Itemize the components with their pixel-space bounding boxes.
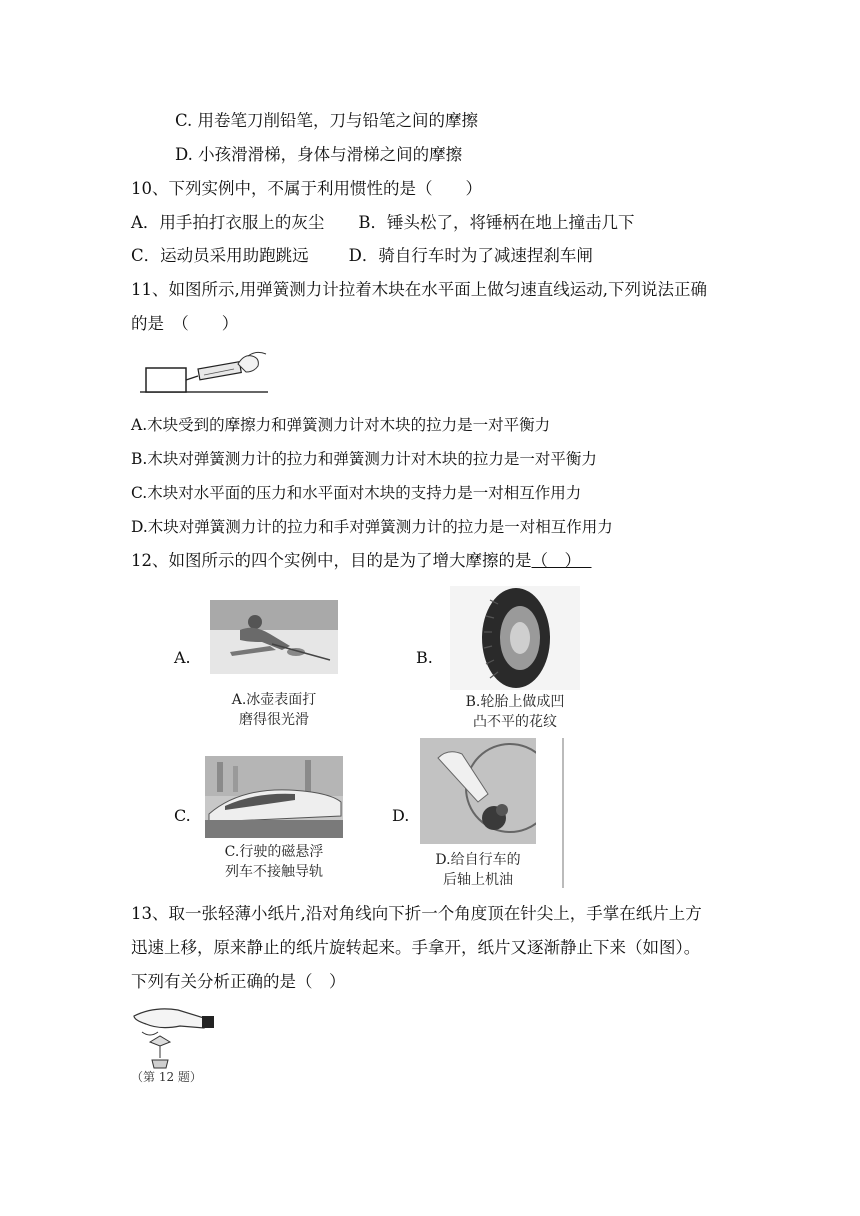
maglev-train-photo (205, 756, 343, 838)
q10-option-a: A．用手拍打衣服上的灰尘 (131, 213, 325, 232)
q11-stem-line1: 11、如图所示,用弹簧测力计拉着木块在水平面上做匀速直线运动,下列说法正确 (131, 280, 707, 299)
q9-option-c: C. 用卷笔刀削铅笔，刀与铅笔之间的摩擦 (175, 111, 479, 130)
q12-stem-text: 12、如图所示的四个实例中，目的是为了增大摩擦的是 (131, 551, 532, 570)
q10-option-c: C．运动员采用助跑跳远 (131, 246, 309, 265)
q12-option-a-caption (212, 690, 336, 730)
q10-options-row1 (131, 212, 635, 234)
q12-answer-blank: （ ） (531, 551, 581, 570)
spring-scale-block-figure (140, 346, 270, 398)
q12-option-d-caption (420, 850, 536, 890)
q12-option-c-label: C. (174, 806, 191, 825)
q12-stem (131, 550, 592, 572)
q12-option-c-caption (212, 842, 336, 882)
q12-option-b-caption (450, 692, 580, 732)
q12-option-b-label: B. (416, 648, 433, 667)
q11-stem-line2: 的是 （ ） (131, 314, 239, 333)
q12-option-d-label: D. (392, 806, 410, 825)
q12-option-d-caption-line1: D.给自行车的 (435, 852, 521, 868)
q10-options-row2 (131, 245, 593, 267)
q12-option-c-caption-line1: C.行驶的磁悬浮 (224, 844, 324, 860)
q12-option-a-label: A. (174, 648, 191, 667)
q10-option-d: D．骑自行车时为了减速捏刹车闸 (348, 246, 593, 265)
q13-stem-line1: 13、取一张轻薄小纸片,沿对角线向下折一个角度顶在针尖上，手掌在纸片上方 (131, 904, 702, 923)
q11-option-c: C.木块对水平面的压力和水平面对木块的支持力是一对相互作用力 (131, 484, 582, 502)
q13-figure-caption: （第 12 题） (131, 1070, 202, 1084)
q12-option-b-caption-line2: 凸不平的花纹 (473, 714, 557, 730)
q12-option-a-caption-line1: A.冰壶表面打 (231, 692, 317, 708)
bike-axle-oil-photo (420, 738, 536, 844)
q10-stem: 10、下列实例中，不属于利用惯性的是（ ） (131, 179, 482, 198)
q12-option-d-caption-line2: 后轴上机油 (443, 872, 513, 888)
q11-option-d: D.木块对弹簧测力计的拉力和手对弹簧测力计的拉力是一对相互作用力 (131, 518, 613, 536)
q11-option-b: B.木块对弹簧测力计的拉力和弹簧测力计对木块的拉力是一对平衡力 (131, 450, 597, 468)
q12-option-b-caption-line1: B.轮胎上做成凹 (465, 694, 565, 710)
curling-photo (210, 600, 338, 674)
q12-option-a-caption-line2: 磨得很光滑 (239, 712, 309, 728)
tire-photo (450, 586, 580, 736)
q12-option-c-caption-line2: 列车不接触导轨 (225, 864, 323, 880)
q13-stem-line2: 迅速上移，原来静止的纸片旋转起来。手拿开，纸片又逐渐静止下来（如图）。 (131, 938, 701, 957)
q9-option-d: D. 小孩滑滑梯，身体与滑梯之间的摩擦 (175, 145, 463, 164)
q13-stem-line3: 下列有关分析正确的是（ ） (131, 972, 346, 991)
scan-edge-divider (562, 738, 564, 888)
q10-option-b: B．锤头松了，将锤柄在地上撞击几下 (358, 213, 635, 232)
q11-option-a: A.木块受到的摩擦力和弹簧测力计对木块的拉力是一对平衡力 (131, 416, 551, 434)
